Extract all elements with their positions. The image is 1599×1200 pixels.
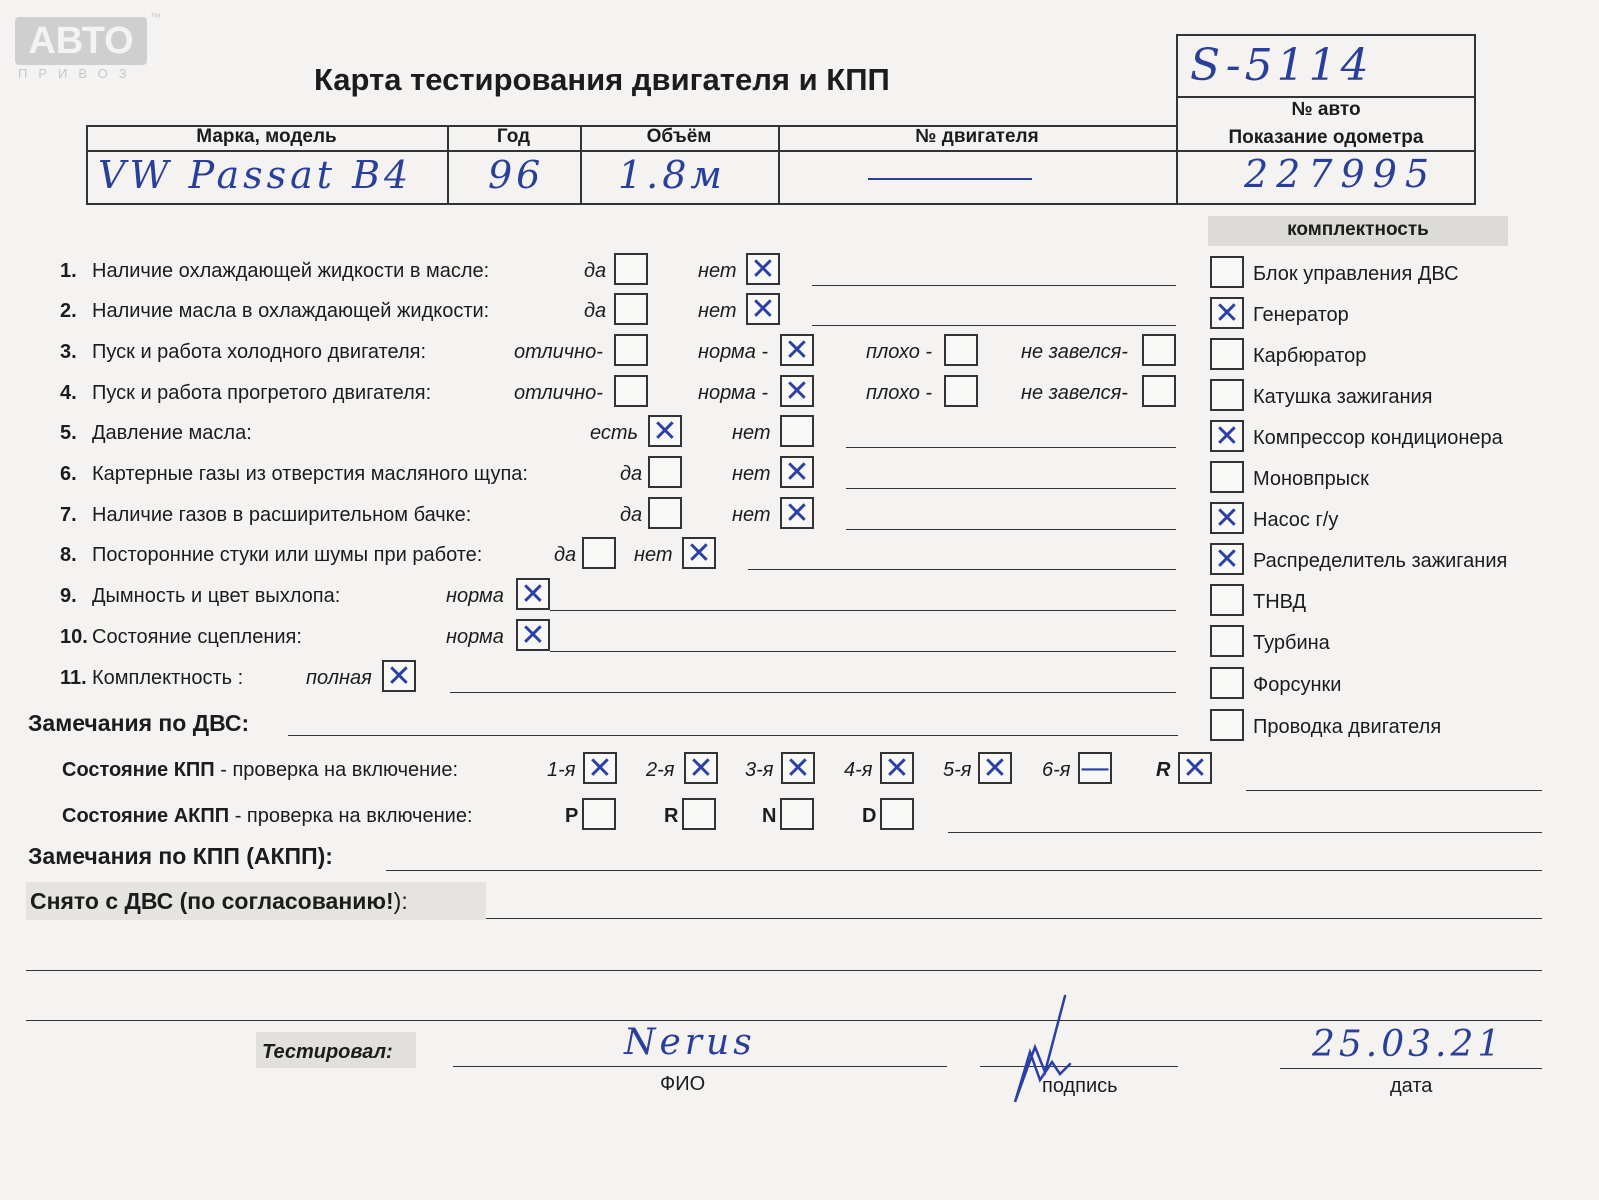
auto-no-label: № авто <box>1291 99 1361 120</box>
gear-label: 5-я <box>943 759 972 781</box>
checkbox[interactable] <box>582 537 616 569</box>
option-label: нет <box>732 422 771 444</box>
answer-line <box>812 285 1176 286</box>
item-label: Наличие газов в расширительном бачке: <box>92 504 472 526</box>
mode-label: N <box>762 805 777 827</box>
option-label: не завелся- <box>1021 382 1128 404</box>
gearbox-label: Состояние КПП - проверка на включение: <box>62 759 459 781</box>
checkbox[interactable] <box>1142 334 1176 366</box>
answer-line <box>550 610 1176 611</box>
volume-value: 1.8м <box>618 153 726 197</box>
completeness-checkbox[interactable] <box>1210 502 1244 534</box>
answer-line <box>812 325 1176 326</box>
completeness-checkbox[interactable] <box>1210 709 1244 741</box>
checkbox[interactable] <box>780 375 814 407</box>
option-label: нет <box>634 544 673 566</box>
option-label: да <box>554 544 577 566</box>
checkbox-mark: ✕ <box>750 252 776 287</box>
checkbox[interactable] <box>780 415 814 447</box>
completeness-label: Турбина <box>1253 632 1330 654</box>
remarks-gearbox-line <box>386 870 1542 871</box>
gear-label: R <box>1156 759 1171 781</box>
item-label: Комплектность : <box>92 667 244 689</box>
completeness-label: Катушка зажигания <box>1253 386 1433 408</box>
checkbox[interactable] <box>780 456 814 488</box>
completeness-title: комплектность <box>1287 219 1429 240</box>
col-year: Год <box>496 126 531 147</box>
item-number: 6. <box>60 463 77 485</box>
checkbox[interactable] <box>614 375 648 407</box>
item-label: Давление масла: <box>92 422 252 444</box>
completeness-checkbox-mark: ✕ <box>1214 542 1240 577</box>
gear-checkbox[interactable] <box>781 752 815 784</box>
completeness-checkbox-mark: ✕ <box>1214 296 1240 331</box>
completeness-label: ТНВД <box>1253 591 1307 613</box>
option-label: да <box>584 300 607 322</box>
gear-checkbox[interactable] <box>880 752 914 784</box>
checkbox-mark: ✕ <box>784 455 810 490</box>
checkbox-mark: ✕ <box>784 496 810 531</box>
gear-checkbox-mark: ✕ <box>785 751 811 786</box>
checkbox[interactable] <box>944 334 978 366</box>
checkbox-mark: ✕ <box>520 618 546 653</box>
option-label: отлично- <box>514 341 603 363</box>
item-label: Состояние сцепления: <box>92 626 302 648</box>
checkbox[interactable] <box>614 293 648 325</box>
checkbox[interactable] <box>648 415 682 447</box>
mode-label: R <box>664 805 679 827</box>
gear-checkbox-mark: ✕ <box>1182 751 1208 786</box>
option-label: норма <box>446 626 504 648</box>
date-caption: дата <box>1390 1075 1433 1097</box>
auto-no-value: S-5114 <box>1190 40 1373 91</box>
option-label: норма - <box>698 341 769 363</box>
item-label: Наличие масла в охлаждающей жидкости: <box>92 300 490 322</box>
year-value: 96 <box>488 153 545 197</box>
gear-label: 1-я <box>547 759 576 781</box>
gear-checkbox[interactable] <box>1078 752 1112 784</box>
watermark-logo: АВТО <box>15 17 147 65</box>
item-label: Дымность и цвет выхлопа: <box>92 585 341 607</box>
removed-label: Снято с ДВС (по согласованию!): <box>30 888 408 914</box>
answer-line <box>846 529 1176 530</box>
checkbox[interactable] <box>614 334 648 366</box>
option-label: да <box>620 504 643 526</box>
checkbox-mark: ✕ <box>386 659 412 694</box>
item-number: 1. <box>60 260 77 282</box>
checkbox[interactable] <box>780 497 814 529</box>
gear-checkbox[interactable] <box>583 752 617 784</box>
engine-no-dash <box>868 178 1032 180</box>
item-number: 7. <box>60 504 77 526</box>
gear-checkbox-mark: ✕ <box>688 751 714 786</box>
item-number: 9. <box>60 585 77 607</box>
model-value: VW Passat B4 <box>98 153 413 197</box>
option-label: да <box>620 463 643 485</box>
gear-checkbox-mark: ✕ <box>884 751 910 786</box>
checkbox[interactable] <box>648 497 682 529</box>
checkbox-mark: ✕ <box>784 374 810 409</box>
answer-line <box>748 569 1176 570</box>
mode-label: P <box>565 805 579 827</box>
completeness-checkbox[interactable] <box>1210 297 1244 329</box>
checkbox-mark: ✕ <box>686 536 712 571</box>
signature-caption: подпись <box>1042 1075 1118 1097</box>
gear-checkbox-mark: ✕ <box>982 751 1008 786</box>
col-volume: Объём <box>646 126 712 147</box>
remarks-gearbox-label: Замечания по КПП (АКПП): <box>28 843 333 869</box>
option-label: норма - <box>698 382 769 404</box>
completeness-label: Карбюратор <box>1253 345 1367 367</box>
item-label: Посторонние стуки или шумы при работе: <box>92 544 483 566</box>
option-label: норма <box>446 585 504 607</box>
item-number: 11. <box>60 667 87 689</box>
removed-line <box>486 918 1542 919</box>
mode-checkbox[interactable] <box>582 798 616 830</box>
gear-checkbox[interactable] <box>684 752 718 784</box>
gear-label: 4-я <box>844 759 873 781</box>
completeness-label: Проводка двигателя <box>1253 716 1442 738</box>
item-label: Пуск и работа холодного двигателя: <box>92 341 427 363</box>
option-label: есть <box>590 422 639 444</box>
completeness-label: Генератор <box>1253 304 1349 326</box>
auto-gearbox-label: Состояние АКПП - проверка на включение: <box>62 805 473 827</box>
mode-label: D <box>862 805 877 827</box>
checkbox[interactable] <box>746 293 780 325</box>
completeness-label: Насос г/у <box>1253 509 1339 531</box>
completeness-checkbox[interactable] <box>1210 584 1244 616</box>
col-model: Марка, модель <box>196 126 337 147</box>
col-engine-no: № двигателя <box>915 126 1039 147</box>
option-label: плохо - <box>866 382 933 404</box>
checkbox-mark: ✕ <box>784 333 810 368</box>
completeness-checkbox[interactable] <box>1210 338 1244 370</box>
completeness-label: Распределитель зажигания <box>1253 550 1508 572</box>
completeness-checkbox[interactable] <box>1210 420 1244 452</box>
option-label: нет <box>732 504 771 526</box>
gear-label: 6-я <box>1042 759 1071 781</box>
option-label: да <box>584 260 607 282</box>
mode-checkbox[interactable] <box>880 798 914 830</box>
item-number: 8. <box>60 544 77 566</box>
completeness-label: Компрессор кондиционера <box>1253 427 1503 449</box>
checkbox[interactable] <box>746 253 780 285</box>
checkbox-mark: ✕ <box>520 577 546 612</box>
item-number: 10. <box>60 626 88 648</box>
fio-caption: ФИО <box>660 1073 706 1095</box>
checkbox[interactable] <box>682 537 716 569</box>
checkbox-mark: ✕ <box>750 292 776 327</box>
tested-label: Тестировал: <box>262 1041 393 1063</box>
item-number: 3. <box>60 341 77 363</box>
completeness-checkbox[interactable] <box>1210 667 1244 699</box>
checkbox[interactable] <box>780 334 814 366</box>
answer-line <box>550 651 1176 652</box>
completeness-checkbox-mark: ✕ <box>1214 419 1240 454</box>
remarks-engine-line <box>288 735 1178 736</box>
gear-label: 3-я <box>745 759 774 781</box>
item-number: 4. <box>60 382 77 404</box>
completeness-checkbox[interactable] <box>1210 256 1244 288</box>
watermark-logo-sub: ПРИВОЗ <box>18 66 138 81</box>
checkbox[interactable] <box>382 660 416 692</box>
answer-line <box>846 488 1176 489</box>
answer-line <box>450 692 1176 693</box>
gear-label: 2-я <box>646 759 675 781</box>
item-label: Наличие охлаждающей жидкости в масле: <box>92 260 490 282</box>
completeness-label: Форсунки <box>1253 674 1342 696</box>
checkbox[interactable] <box>1142 375 1176 407</box>
date-value: 25.03.21 <box>1312 1024 1505 1065</box>
remarks-engine-label: Замечания по ДВС: <box>28 710 250 736</box>
completeness-checkbox-mark: ✕ <box>1214 501 1240 536</box>
item-number: 5. <box>60 422 77 444</box>
option-label: полная <box>306 667 372 689</box>
gear-checkbox[interactable] <box>1178 752 1212 784</box>
gear-checkbox-mark: — <box>1080 751 1110 786</box>
answer-line <box>846 447 1176 448</box>
tester-name: Nerus <box>624 1022 756 1063</box>
watermark-tm: ™ <box>150 12 161 24</box>
odometer-value: 227995 <box>1244 152 1438 196</box>
completeness-checkbox[interactable] <box>1210 379 1244 411</box>
checkbox[interactable] <box>516 619 550 651</box>
option-label: не завелся- <box>1021 341 1128 363</box>
checkbox[interactable] <box>614 253 648 285</box>
completeness-checkbox[interactable] <box>1210 543 1244 575</box>
checkbox[interactable] <box>516 578 550 610</box>
completeness-label: Блок управления ДВС <box>1253 263 1459 285</box>
item-label: Пуск и работа прогретого двигателя: <box>92 382 432 404</box>
gear-checkbox-mark: ✕ <box>587 751 613 786</box>
checkbox[interactable] <box>648 456 682 488</box>
option-label: нет <box>698 260 737 282</box>
checkbox-mark: ✕ <box>652 414 678 449</box>
item-number: 2. <box>60 300 77 322</box>
gear-checkbox[interactable] <box>978 752 1012 784</box>
checkbox[interactable] <box>944 375 978 407</box>
completeness-checkbox[interactable] <box>1210 625 1244 657</box>
mode-checkbox[interactable] <box>682 798 716 830</box>
completeness-label: Моновпрыск <box>1253 468 1369 490</box>
completeness-checkbox[interactable] <box>1210 461 1244 493</box>
page-title: Карта тестирования двигателя и КПП <box>314 62 890 97</box>
mode-checkbox[interactable] <box>780 798 814 830</box>
option-label: нет <box>732 463 771 485</box>
item-label: Картерные газы из отверстия масляного щупа: <box>92 463 528 485</box>
odometer-label: Показание одометра <box>1228 127 1424 148</box>
option-label: отлично- <box>514 382 603 404</box>
option-label: нет <box>698 300 737 322</box>
option-label: плохо - <box>866 341 933 363</box>
